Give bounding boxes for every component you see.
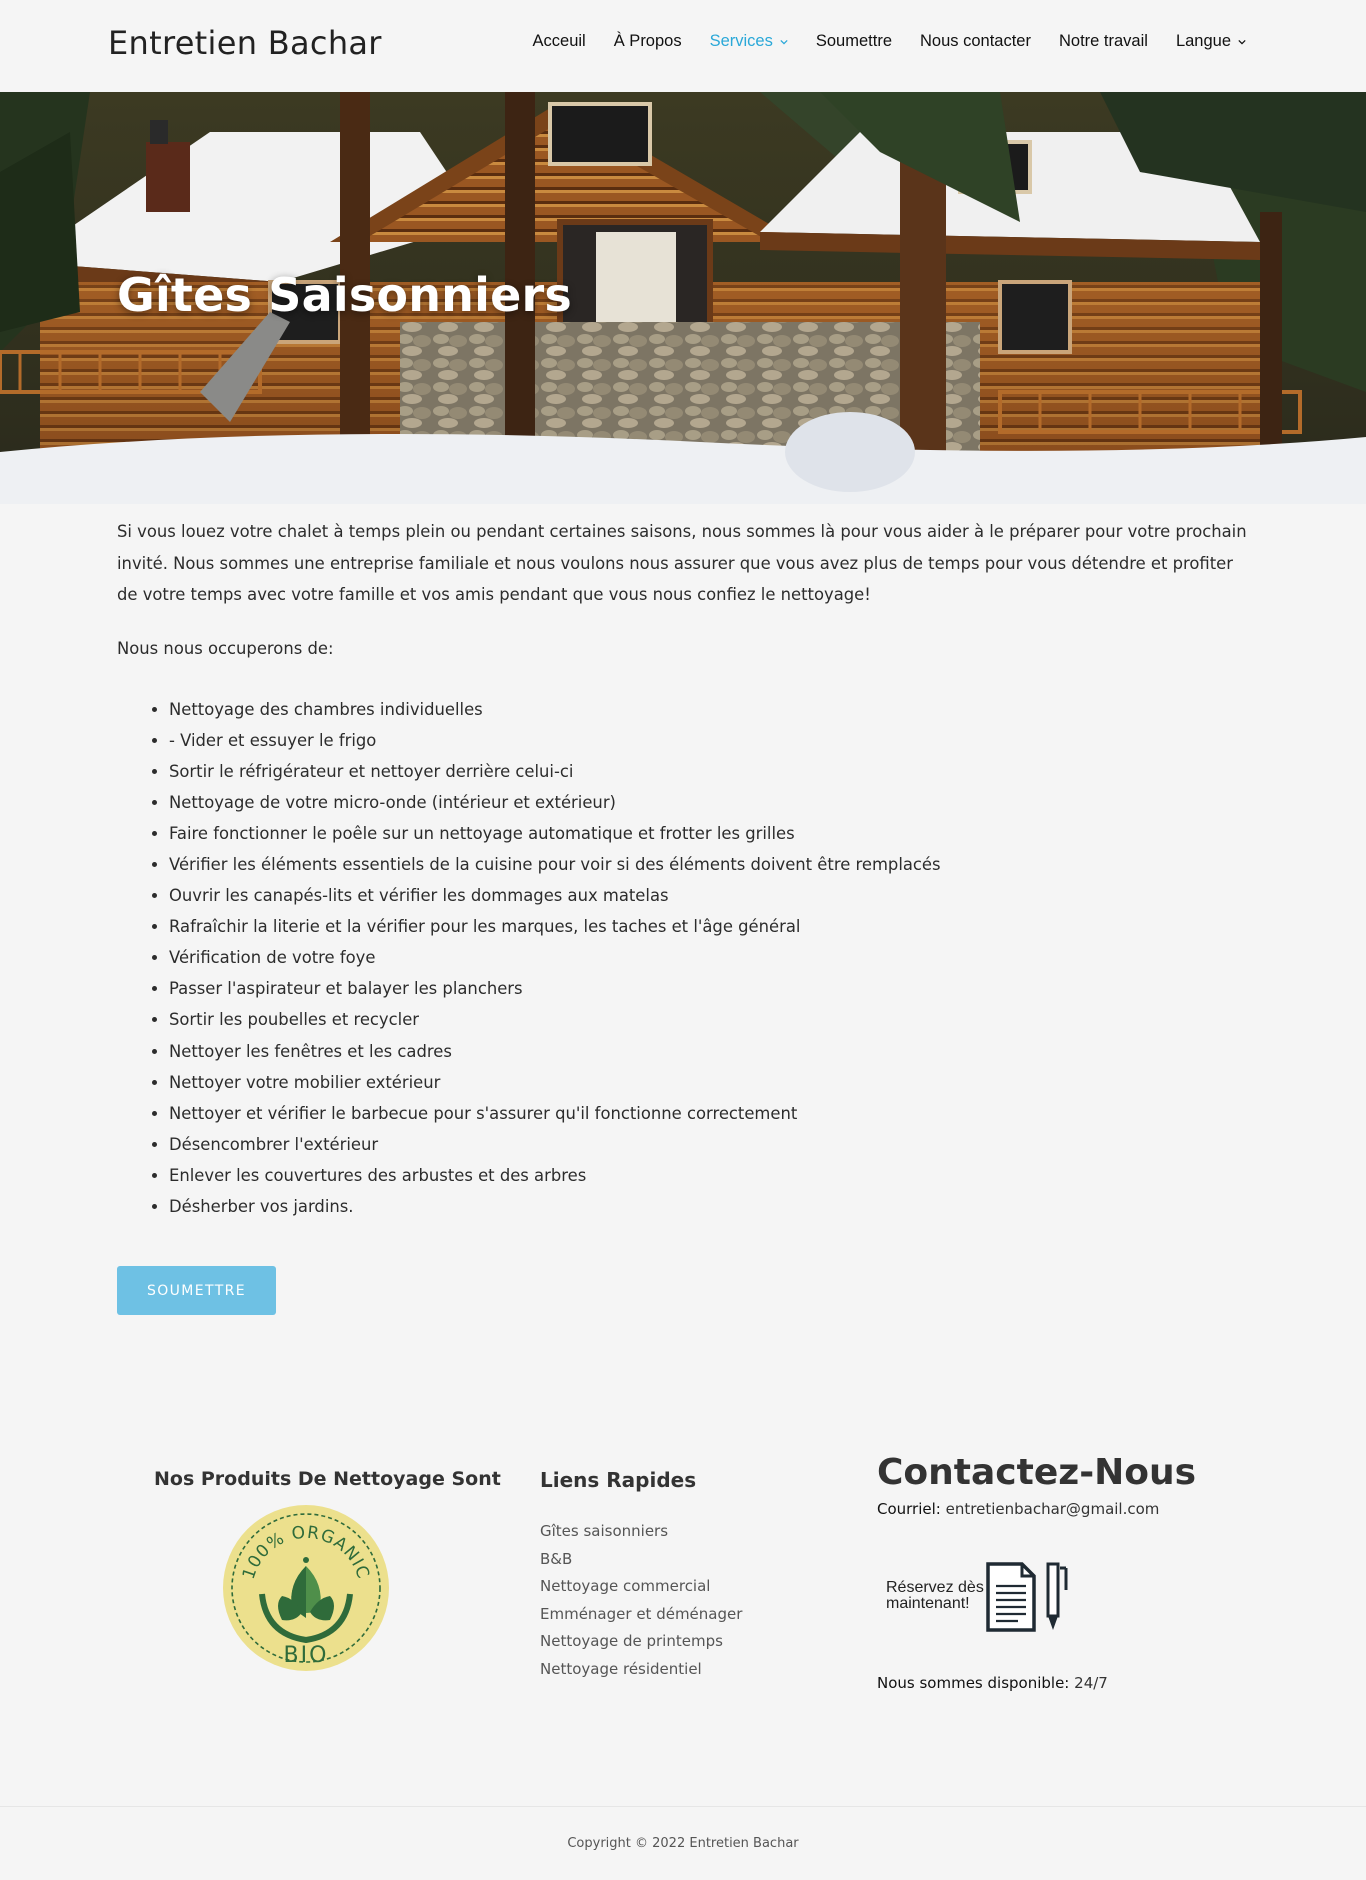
nav-item-notre-travail[interactable] (1059, 32, 1148, 51)
list-item: • Nettoyer les fenêtres et les cadres (169, 1036, 1247, 1067)
list-item: • Rafraîchir la literie et la vérifier pour les marques, les taches et l'âge général (169, 911, 1247, 942)
leaf-icon (222, 1504, 390, 1672)
badge-top-text: 100% ORGANIC (238, 1522, 374, 1582)
nav-item-soumettre[interactable] (816, 32, 892, 51)
availability-line (877, 1674, 1108, 1692)
main-content (117, 516, 1247, 1222)
book-now-text (886, 1580, 984, 1612)
submit-button[interactable]: SOUMETTRE (117, 1266, 276, 1315)
page-title: Gîtes Saisonniers (117, 268, 572, 322)
badge-bottom-text: BIO (283, 1643, 329, 1668)
quick-link[interactable]: B&B (540, 1549, 573, 1568)
chevron-down-icon (780, 38, 788, 46)
document-icon (984, 1560, 1076, 1634)
nav-item-acceuil[interactable] (533, 32, 586, 51)
book-now-button[interactable] (880, 1556, 1080, 1634)
book-line: maintenant! (886, 1595, 970, 1612)
main-nav (505, 32, 1246, 51)
quick-link[interactable]: Nettoyage de printemps (540, 1632, 723, 1651)
list-item: • Ouvrir les canapés-lits et vérifier les dommages aux matelas (169, 880, 1247, 911)
nav-item-services[interactable] (710, 32, 788, 51)
quick-link[interactable]: Gîtes saisonniers (540, 1522, 669, 1540)
nav-label: Acceuil (532, 32, 586, 50)
footer-divider (0, 1806, 1366, 1807)
availability-label: Nous sommes disponible: (877, 1674, 1070, 1692)
quick-link[interactable]: Nettoyage résidentiel (540, 1659, 702, 1678)
list-item: • Sortir le réfrigérateur et nettoyer derrière celui-ci (169, 756, 1247, 787)
nav-item-langue[interactable] (1176, 32, 1246, 51)
task-list (169, 694, 1247, 1223)
products-title: Nos Produits De Nettoyage Sont (154, 1468, 501, 1490)
quick-link[interactable]: Emménager et déménager (540, 1604, 743, 1623)
list-item: • Faire fonctionner le poêle sur un nettoyage automatique et frotter les grilles (169, 818, 1247, 849)
availability-value: 24/7 (1074, 1674, 1108, 1692)
list-item: • Désencombrer l'extérieur (169, 1129, 1247, 1160)
list-item: • Vérification de votre foye (169, 942, 1247, 973)
list-item: • Passer l'aspirateur et balayer les planchers (169, 973, 1247, 1004)
list-item: • Désherber vos jardins. (169, 1191, 1247, 1222)
nav-label: Notre travail (1058, 32, 1148, 50)
site-brand[interactable]: Entretien Bachar (108, 24, 382, 62)
organic-badge (222, 1504, 390, 1672)
list-item: • Enlever les couvertures des arbustes et des arbres (169, 1160, 1247, 1191)
nav-label: À Propos (613, 32, 682, 50)
tasks-lead: Nous nous occuperons de: (117, 638, 334, 658)
list-item: • Nettoyer et vérifier le barbecue pour s'assurer qu'il fonctionne correctement (169, 1098, 1247, 1129)
nav-label: Services (709, 32, 773, 50)
list-item: • Sortir les poubelles et recycler (169, 1004, 1247, 1035)
nav-label: Nous contacter (920, 32, 1031, 50)
list-item: • Nettoyer votre mobilier extérieur (169, 1067, 1247, 1098)
quick-links-title: Liens Rapides (540, 1468, 697, 1492)
quick-link[interactable]: Nettoyage commercial (540, 1577, 711, 1596)
chevron-down-icon (1238, 38, 1246, 46)
nav-item-nous-contacter[interactable] (920, 32, 1031, 51)
hero-banner (0, 92, 1366, 504)
list-item: • Nettoyage de votre micro-onde (intérieur et extérieur) (169, 787, 1247, 818)
email-label: Courriel: (877, 1500, 941, 1518)
list-item: • Nettoyage des chambres individuelles (169, 694, 1247, 725)
email-link[interactable]: entretienbachar@gmail.com (945, 1500, 1160, 1518)
contact-title: Contactez-Nous (877, 1452, 1197, 1493)
quick-links (540, 1518, 742, 1684)
book-line: Réservez dès (886, 1579, 984, 1596)
site-header (0, 0, 1366, 92)
nav-label: Soumettre (815, 32, 892, 50)
intro-paragraph: Si vous louez votre chalet à temps plein ou pendant certaines saisons, nous sommes là pour vous aider à le préparer pour votre prochain invité. Nous sommes une entreprise familiale et nous voulons nous assurer que vous avez plus de temps pour vous détendre et profiter de votre temps avec votre famille et vos amis pendant que vous nous confiez le nettoyage! (117, 522, 1247, 604)
email-line (877, 1500, 1159, 1518)
copyright: Copyright © 2022 Entretien Bachar (567, 1836, 799, 1851)
pen-icon (1048, 1564, 1066, 1630)
list-item: • Vérifier les éléments essentiels de la cuisine pour voir si des éléments doivent être remplacés (169, 849, 1247, 880)
list-item: • - Vider et essuyer le frigo (169, 725, 1247, 756)
nav-item-a-propos[interactable] (614, 32, 682, 51)
nav-label: Langue (1175, 32, 1231, 50)
